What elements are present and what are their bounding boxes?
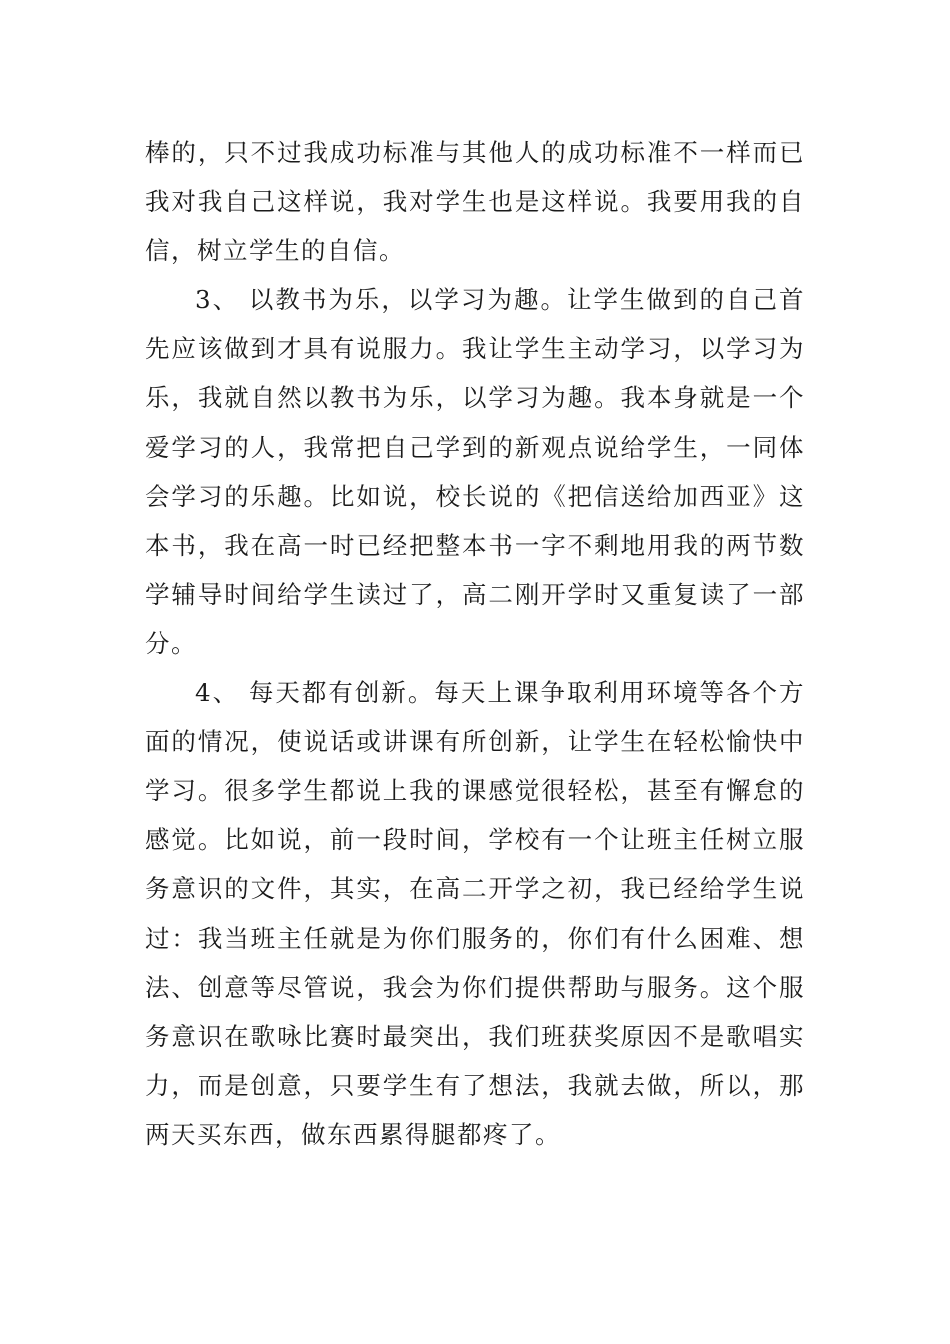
text-line: 先应该做到才具有说服力。我让学生主动学习，以学习为 — [145, 334, 805, 364]
text-line: 分。 — [145, 628, 197, 658]
text-line: 3、 以教书为乐，以学习为趣。让学生做到的自己首 — [195, 285, 805, 315]
text-line: 学辅导时间给学生读过了，高二刚开学时又重复读了一部 — [145, 579, 805, 609]
document-body — [145, 128, 805, 1159]
paragraph-item-4 — [145, 668, 805, 1159]
text-line: 乐，我就自然以教书为乐，以学习为趣。我本身就是一个 — [145, 383, 805, 413]
text-line: 面的情况，使说话或讲课有所创新，让学生在轻松愉快中 — [145, 727, 805, 757]
paragraph-continuation — [145, 128, 805, 275]
text-line: 信，树立学生的自信。 — [145, 236, 405, 266]
text-line: 过：我当班主任就是为你们服务的，你们有什么困难、想 — [145, 923, 805, 953]
text-line: 4、 每天都有创新。每天上课争取利用环境等各个方 — [195, 678, 805, 708]
text-line: 棒的，只不过我成功标准与其他人的成功标准不一样而已 — [145, 138, 805, 167]
text-line: 力，而是创意，只要学生有了想法，我就去做，所以，那 — [145, 1070, 805, 1100]
text-line: 爱学习的人，我常把自己学到的新观点说给学生，一同体 — [145, 432, 805, 462]
paragraph-item-3 — [145, 275, 805, 668]
text-line: 务意识的文件，其实，在高二开学之初，我已经给学生说 — [145, 874, 805, 904]
text-line: 我对我自己这样说，我对学生也是这样说。我要用我的自 — [145, 187, 805, 217]
text-line: 会学习的乐趣。比如说，校长说的《把信送给加西亚》这 — [145, 481, 805, 511]
text-line: 务意识在歌咏比赛时最突出，我们班获奖原因不是歌唱实 — [145, 1021, 805, 1051]
text-line: 法、创意等尽管说，我会为你们提供帮助与服务。这个服 — [145, 972, 805, 1002]
text-line: 学习。很多学生都说上我的课感觉很轻松，甚至有懈怠的 — [145, 776, 805, 806]
text-line: 两天买东西，做东西累得腿都疼了。 — [145, 1119, 561, 1149]
text-line: 本书，我在高一时已经把整本书一字不剩地用我的两节数 — [145, 530, 805, 560]
text-line: 感觉。比如说，前一段时间，学校有一个让班主任树立服 — [145, 825, 805, 855]
